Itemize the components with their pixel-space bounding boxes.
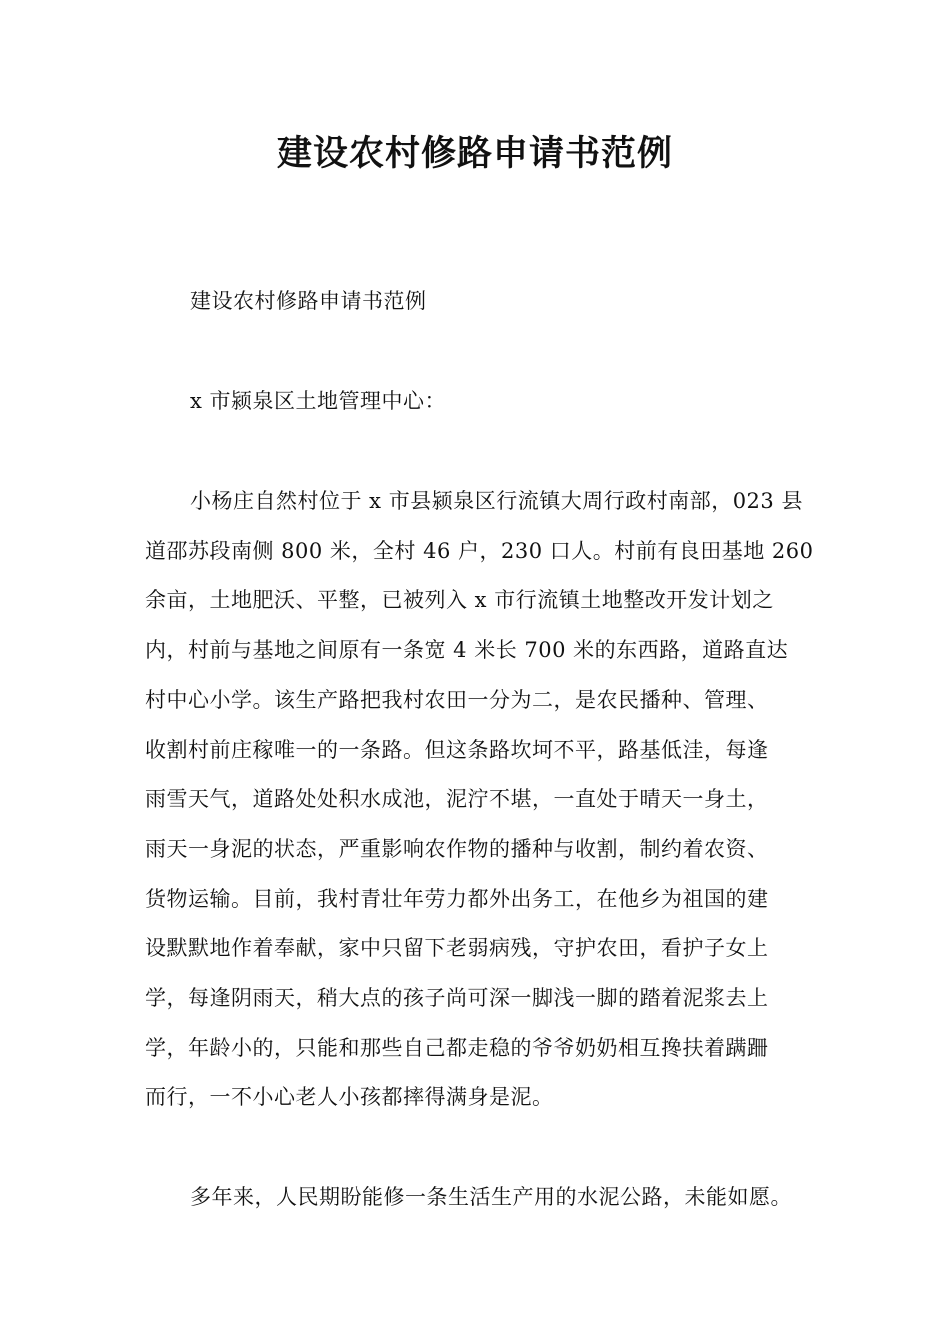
body-line: 村中心小学。该生产路把我村农田一分为二，是农民播种、管理、 [145, 687, 769, 712]
body-line: 而行，一不小心老人小孩都摔得满身是泥。 [145, 1085, 554, 1110]
body-line: 雨天一身泥的状态，严重影响农作物的播种与收割，制约着农资、 [145, 836, 769, 861]
body-line: 道邵苏段南侧 800 米，全村 46 户，230 口人。村前有良田基地 260 [145, 538, 814, 563]
body-line: 学，年龄小的，只能和那些自己都走稳的爷爷奶奶相互搀扶着蹒跚 [145, 1035, 769, 1060]
document-title: 建设农村修路申请书范例 [276, 134, 673, 174]
body-line: 余亩，土地肥沃、平整，已被列入 x 市行流镇土地整改开发计划之 [145, 588, 774, 613]
main-paragraph [145, 477, 815, 1123]
body-line: 收割村前庄稼唯一的一条路。但这条路坎坷不平，路基低洼，每逢 [145, 737, 769, 762]
body-line: 货物运输。目前，我村青壮年劳力都外出务工，在他乡为祖国的建 [145, 886, 769, 911]
subtitle-paragraph: 建设农村修路申请书范例 [190, 289, 427, 313]
body-line: 内，村前与基地之间原有一条宽 4 米长 700 米的东西路，道路直达 [145, 638, 789, 663]
body-line: 设默默地作着奉献，家中只留下老弱病残，守护农田，看护子女上 [145, 936, 769, 961]
body-line: 小杨庄自然村位于 x 市县颍泉区行流镇大周行政村南部，023 县 [190, 489, 803, 513]
body-line: 学，每逢阴雨天，稍大点的孩子尚可深一脚浅一脚的踏着泥浆去上 [145, 986, 769, 1011]
body-line: 雨雪天气，道路处处积水成池，泥泞不堪，一直处于晴天一身土， [145, 787, 769, 812]
salutation-paragraph: x 市颍泉区土地管理中心： [190, 389, 447, 413]
closing-paragraph: 多年来，人民期盼能修一条生活生产用的水泥公路，未能如愿。 [190, 1185, 792, 1209]
